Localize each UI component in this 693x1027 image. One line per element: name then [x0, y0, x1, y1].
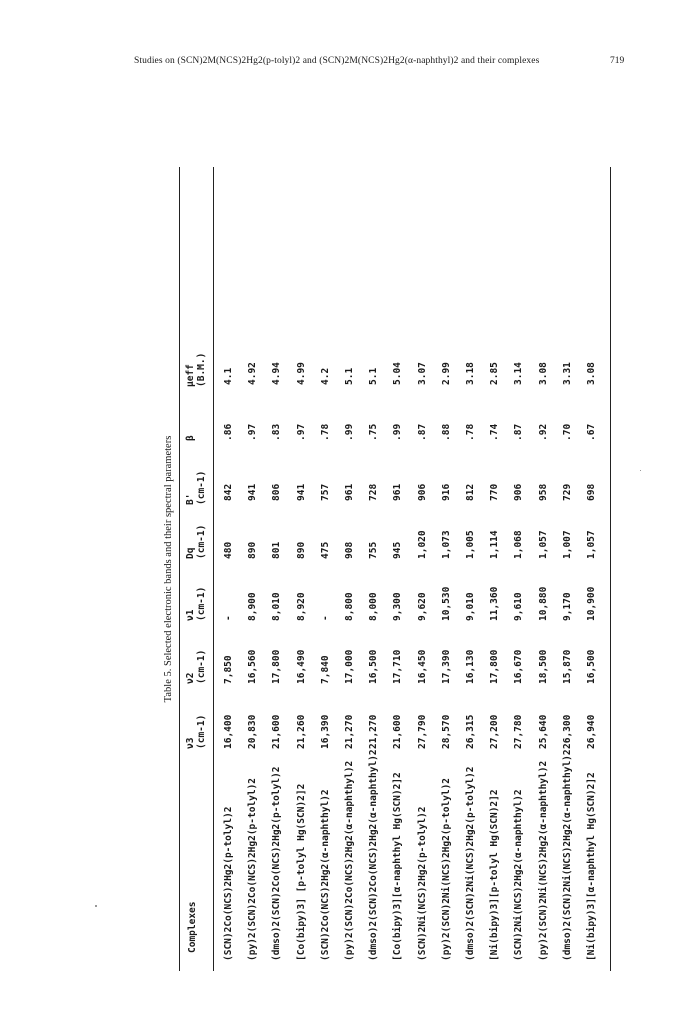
cell-beta: .78: [465, 423, 476, 441]
cell-complex: (SCN)2Ni(NCS)2Hg2(α-naphthyl)2: [513, 789, 525, 961]
header-complexes: Complexes: [187, 901, 198, 953]
cell-b-prime: 812: [465, 483, 476, 501]
header-mu-eff-unit: (B.M.): [196, 352, 207, 387]
cell-complex: (SCN)2Co(NCS)2Hg2(p-tolyl)2: [223, 806, 234, 961]
cell-mu-eff: 4.94: [271, 362, 283, 385]
cell-nu3: 16,390: [319, 714, 331, 749]
cell-nu2: 16,500: [586, 649, 597, 684]
cell-nu2: 17,800: [489, 649, 501, 684]
cell-complex: (dmso)2(SCN)2Ni(NCS)2Hg2(p-tolyl)2: [465, 766, 476, 961]
cell-beta: .70: [561, 423, 573, 441]
cell-nu2: 17,390: [440, 649, 452, 684]
header-nu3-unit: (cm-1): [196, 714, 207, 749]
page-number: 719: [610, 56, 625, 66]
header-nu2-symbol: ν2: [185, 672, 196, 684]
header-dq-unit: (cm-1): [196, 524, 207, 559]
header-nu1: [185, 587, 207, 621]
cell-beta: .99: [344, 423, 355, 441]
cell-dq: 1,020: [416, 530, 428, 559]
cell-mu-eff: 3.14: [513, 362, 525, 385]
table-bottom-rule: [610, 167, 611, 971]
header-nu1-symbol: ν1: [185, 609, 196, 621]
cell-nu3: 28,570: [440, 714, 452, 749]
cell-dq: 1,068: [513, 530, 525, 559]
cell-b-prime: 842: [223, 483, 234, 501]
cell-b-prime: 728: [368, 483, 380, 501]
cell-dq: 890: [247, 541, 259, 559]
cell-dq: 945: [392, 541, 404, 559]
cell-dq: 908: [344, 541, 355, 559]
cell-complex: (SCN)2Co(NCS)2Hg2(α-naphthyl)2: [319, 789, 331, 961]
running-head: Studies on (SCN)2M(NCS)2Hg2(p-tolyl)2 and (SCN)2M(NCS)2Hg2(α-naphthyl)2 and their complexes: [134, 56, 540, 66]
cell-nu1: 10,530: [440, 586, 452, 621]
cell-nu3: 21,600: [271, 714, 283, 749]
cell-beta: .88: [440, 423, 452, 441]
cell-b-prime: 916: [440, 483, 452, 501]
cell-nu2: 17,710: [392, 649, 404, 684]
cell-nu3: 27,200: [489, 714, 501, 749]
cell-complex: [Co(bipy)3] [p-tolyl Hg(SCN)2]2: [295, 783, 307, 961]
cell-nu2: 18,500: [537, 649, 549, 684]
cell-nu1: 9,170: [561, 592, 573, 621]
cell-b-prime: 806: [271, 483, 283, 501]
cell-dq: 1,073: [440, 530, 452, 559]
header-nu2: [185, 650, 207, 684]
cell-b-prime: 757: [319, 483, 331, 501]
cell-nu1: -: [319, 615, 331, 621]
header-b-prime: [185, 471, 207, 505]
cell-mu-eff: 3.08: [586, 362, 597, 385]
cell-beta: .75: [368, 423, 380, 441]
cell-b-prime: 941: [247, 483, 259, 501]
cell-nu2: 7,850: [223, 655, 234, 684]
header-b-prime-symbol: B': [185, 493, 196, 505]
cell-nu1: 9,620: [416, 592, 428, 621]
cell-nu3: 26,315: [465, 714, 476, 749]
cell-nu3: 25,640: [537, 714, 549, 749]
cell-nu1: 8,900: [247, 592, 259, 621]
cell-dq: 1,007: [561, 530, 573, 559]
cell-nu3: 26,940: [586, 714, 597, 749]
cell-beta: .83: [271, 423, 283, 441]
cell-beta: .86: [223, 423, 234, 441]
cell-nu1: 8,000: [368, 592, 380, 621]
cell-complex: [Ni(bipy)3][α-naphthyl Hg(SCN)2]2: [586, 772, 597, 961]
header-nu1-unit: (cm-1): [196, 586, 207, 621]
cell-b-prime: 961: [344, 483, 355, 501]
cell-beta: .87: [513, 423, 525, 441]
cell-nu1: 11,360: [489, 586, 501, 621]
header-mu-eff: [185, 353, 207, 387]
cell-complex: (py)2(SCN)2Co(NCS)2Hg2(α-naphthyl)2: [344, 760, 355, 961]
cell-mu-eff: 3.18: [465, 362, 476, 385]
cell-dq: 1,114: [489, 530, 501, 559]
cell-nu2: 7,840: [319, 655, 331, 684]
header-b-prime-unit: (cm-1): [196, 470, 207, 505]
table-header-rule: [213, 167, 214, 971]
cell-complex: (py)2(SCN)2Ni(NCS)2Hg2(p-tolyl)2: [440, 777, 452, 961]
cell-nu1: 8,920: [295, 592, 307, 621]
header-dq-symbol: Dq: [185, 547, 196, 559]
cell-nu2: 16,130: [465, 649, 476, 684]
cell-mu-eff: 4.99: [295, 362, 307, 385]
cell-mu-eff: 4.92: [247, 362, 259, 385]
cell-nu1: 9,610: [513, 592, 525, 621]
cell-nu3: 20,830: [247, 714, 259, 749]
cell-nu2: 17,000: [344, 649, 355, 684]
cell-nu2: 16,490: [295, 649, 307, 684]
cell-beta: .99: [392, 423, 404, 441]
rotated-table: [163, 167, 613, 971]
cell-nu3: 16,400: [223, 714, 234, 749]
cell-nu1: 9,300: [392, 592, 404, 621]
cell-nu3: 21,260: [295, 714, 307, 749]
table-caption: Table 5. Selected electronic bands and their spectral parameters: [163, 435, 174, 703]
cell-nu2: 16,560: [247, 649, 259, 684]
cell-b-prime: 906: [416, 483, 428, 501]
cell-b-prime: 698: [586, 483, 597, 501]
cell-nu1: 8,010: [271, 592, 283, 621]
cell-nu3: 26,300: [561, 714, 573, 749]
cell-mu-eff: 2.85: [489, 362, 501, 385]
cell-mu-eff: 5.1: [368, 367, 380, 385]
cell-beta: .92: [537, 423, 549, 441]
cell-complex: (SCN)2Ni(NCS)2Hg2(p-tolyl)2: [416, 806, 428, 961]
header-beta: β: [185, 435, 196, 441]
cell-b-prime: 729: [561, 483, 573, 501]
cell-beta: .97: [295, 423, 307, 441]
cell-nu3: 21,270: [368, 714, 380, 749]
header-dq: [185, 525, 207, 559]
cell-mu-eff: 3.31: [561, 362, 573, 385]
cell-mu-eff: 5.04: [392, 362, 404, 385]
scan-speck: [640, 470, 641, 471]
cell-nu2: 15,870: [561, 649, 573, 684]
cell-b-prime: 941: [295, 483, 307, 501]
header-nu2-unit: (cm-1): [196, 649, 207, 684]
cell-nu2: 16,500: [368, 649, 380, 684]
cell-b-prime: 906: [513, 483, 525, 501]
cell-mu-eff: 2.99: [440, 362, 452, 385]
cell-mu-eff: 3.08: [537, 362, 549, 385]
cell-b-prime: 770: [489, 483, 501, 501]
cell-nu2: 16,450: [416, 649, 428, 684]
cell-dq: 480: [223, 541, 234, 559]
cell-dq: 1,057: [537, 530, 549, 559]
cell-nu3: 27,780: [513, 714, 525, 749]
cell-nu3: 21,600: [392, 714, 404, 749]
cell-beta: .74: [489, 423, 501, 441]
cell-beta: .78: [319, 423, 331, 441]
cell-complex: (py)2(SCN)2Co(NCS)2Hg2(p-tolyl)2: [247, 777, 259, 961]
cell-nu2: 17,800: [271, 649, 283, 684]
cell-complex: [Co(bipy)3][α-naphthyl Hg(SCN)2]2: [392, 772, 404, 961]
cell-nu1: 9,010: [465, 592, 476, 621]
cell-complex: (dmso)2(SCN)2Co(NCS)2Hg2(α-naphthyl)2: [368, 749, 380, 961]
cell-complex: (dmso)2(SCN)2Ni(NCS)2Hg2(α-naphthyl)2: [561, 749, 573, 961]
cell-dq: 801: [271, 541, 283, 559]
cell-b-prime: 961: [392, 483, 404, 501]
cell-beta: .87: [416, 423, 428, 441]
cell-dq: 890: [295, 541, 307, 559]
scan-speck: [95, 905, 97, 907]
cell-b-prime: 958: [537, 483, 549, 501]
cell-dq: 1,057: [586, 530, 597, 559]
cell-nu1: 8,800: [344, 592, 355, 621]
cell-nu1: -: [223, 615, 234, 621]
cell-nu1: 10,900: [586, 586, 597, 621]
table-top-rule: [179, 167, 180, 971]
header-nu3: [185, 715, 207, 749]
cell-mu-eff: 4.2: [319, 367, 331, 385]
cell-dq: 755: [368, 541, 380, 559]
cell-complex: (py)2(SCN)2Ni(NCS)2Hg2(α-naphthyl)2: [537, 760, 549, 961]
cell-complex: [Ni(bipy)3][p-tolyl Hg(SCN)2]2: [489, 789, 501, 961]
cell-nu3: 27,790: [416, 714, 428, 749]
cell-complex: (dmso)2(SCN)2Co(NCS)2Hg2(p-tolyl)2: [271, 766, 283, 961]
cell-dq: 475: [319, 541, 331, 559]
cell-nu1: 10,880: [537, 586, 549, 621]
cell-beta: .97: [247, 423, 259, 441]
cell-nu2: 16,670: [513, 649, 525, 684]
cell-beta: .67: [586, 423, 597, 441]
cell-dq: 1,005: [465, 530, 476, 559]
cell-mu-eff: 3.07: [416, 362, 428, 385]
header-nu3-symbol: ν3: [185, 737, 196, 749]
cell-mu-eff: 5.1: [344, 367, 355, 385]
cell-mu-eff: 4.1: [223, 367, 234, 385]
header-mu-eff-symbol: μeff: [185, 364, 196, 387]
cell-nu3: 21,270: [344, 714, 355, 749]
